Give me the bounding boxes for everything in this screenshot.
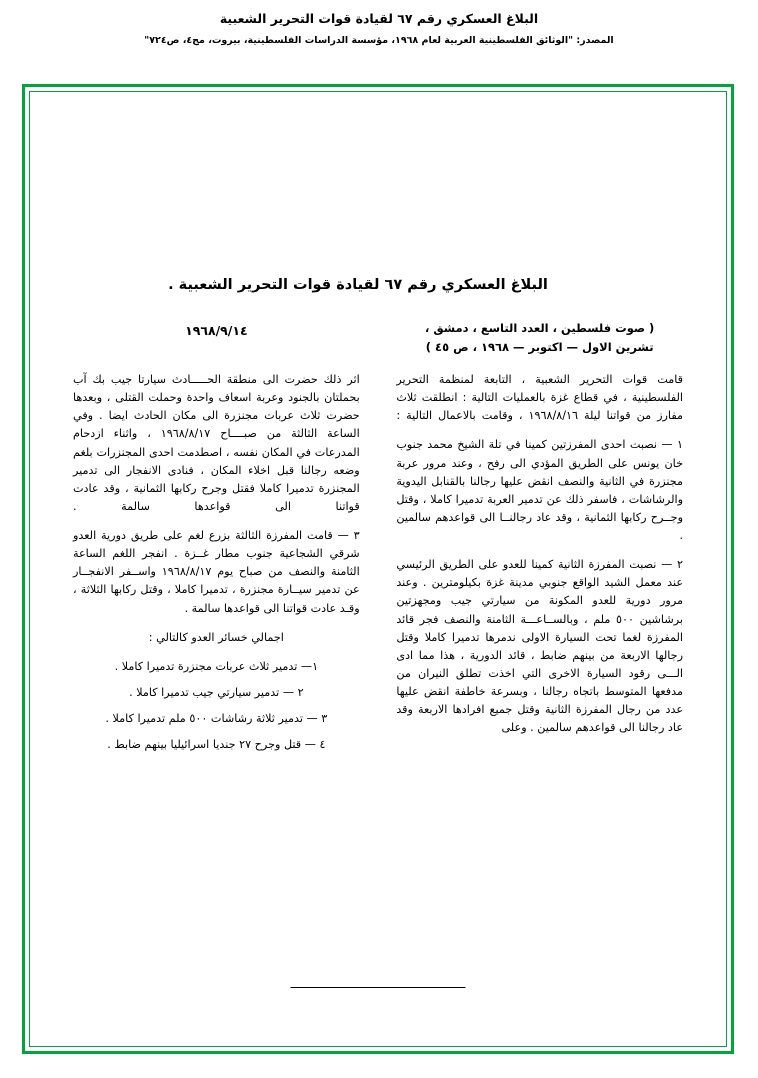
- source-reference-line-1: ( صوت فلسطين ، العدد التاسع ، دمشق ،: [425, 321, 655, 335]
- document-title: البلاغ العسكري رقم ٦٧ لقيادة قوات التحرير الشعبية: [219, 11, 539, 26]
- column-left: [73, 371, 360, 763]
- paragraph: اثر ذلك حضرت الى منطقة الحـــــادث سيارتا جيب بك آب بحملتان بالجنود وعربة اسعاف واحدة وحملت القتلى ، وبعدها حضرت ثلاث عربات مجنزرة الى مكان الحادث ايضا . وفي الساعة الثالثة من صبــــاح ١٩٦٨/٨/١٧ ، واثناء ازدحام المدرعات في المكان نفسه ، اصطدمت احدى المجنزرات بلغم وضعه رجالنا قبل اخلاء المكان ، فنادى الانفجار الى تدمير المجنزرة تدميرا كاملا فقتل وجرح ركابها الثمانية ، وقد عادت قواتنا الى قواعدها سالمة .: [73, 372, 360, 513]
- paragraph: ٢ — نصبت المفرزة الثانية كمينا للعدو على الطريق الرئيسي عند معمل الشيد الواقع جنوبي مدينة غزة بكيلومترين . وعند مرور دورية للعدو المكونة من سيارتي جيب ومجهزتين برشاشين ٥٠٠ ملم ، وبالســاعـــة الثامنة والنصف فجر قائد المفرزة لغما تحت السيارة الاولى ندمرها تدميرا كاملا وقتل رجالها الاربعة من بينهم ضابط ، قائد الدورية ، هذا مما ادى الـــى رقود السيارة الاخرى التي اخذت تطلق النيران من مدفعها المتوسط باتجاه رجالنا ، وبسرعة خاطفة انقض عليها عدد من رجال المفرزة الثانية وقتل جميع افرادها الاربعة وقد عاد رجالنا الى قواعدهم سالمين . وعلى: [396, 558, 683, 735]
- losses-list-item: ٢ — تدمير سيارتي جيب تدميرا كاملا .: [129, 686, 304, 700]
- document-source-citation: المصدر: "الوثائق الفلسطينية العربية لعام ١٩٦٨، مؤسسة الدراسات الفلسطينية، بيروت، مج٤، ص٧٢٤": [144, 34, 614, 46]
- article-meta-row: [73, 319, 683, 357]
- paragraph: قامت قوات التحرير الشعبية ، التابعة لمنظمة التحرير الفلسطينية ، في قطاع غزة بالعمليات التالية : انطلقت ثلاث مفارز من قواتنا ليلة ١٩٦٨/٨/١٦ ، وقامت بالاعمال التالية :: [396, 372, 683, 423]
- article-source-reference: [396, 319, 683, 357]
- paragraph: ٣ — قامت المفرزة الثالثة بزرع لغم على طريق دورية العدو شرقي الشجاعية جنوب مطار غــزة . انفجر اللغم الساعة الثامنة والنصف من صباح يوم ١٩٦٨/٨/١٧ واســفر الانفجــار عن تدمير سيــارة مجنزرة ، تدميرا كاملا ، وقتل ركابها الثلاثة ، وقـد عادت قواتنا الى قواعدها سالمة .: [73, 529, 360, 615]
- losses-list-item: ١— تدمير ثلاث عربات مجنزرة تدميرا كاملا .: [114, 659, 319, 673]
- losses-list-item: ٤ — قتل وجرح ٢٧ جنديا اسرائيليا بينهم ضابط .: [107, 738, 326, 752]
- page-border-frame: [22, 84, 734, 1054]
- article-body: [73, 277, 683, 762]
- article-title: البلاغ العسكري رقم ٦٧ لقيادة قوات التحرير الشعبية .: [168, 277, 548, 293]
- document-header: [0, 0, 758, 46]
- source-reference-line-2: تشرين الاول — اكتوبر — ١٩٦٨ ، ص ٤٥ ): [425, 339, 654, 354]
- article-columns: [73, 371, 683, 763]
- losses-list-item: ٣ — تدمير ثلاثة رشاشات ٥٠٠ ملم تدميرا كاملا .: [105, 712, 328, 726]
- column-right: [396, 371, 683, 749]
- losses-summary-heading: اجمالي خسائر العدو كالتالي :: [148, 630, 284, 644]
- section-divider-rule: [291, 987, 466, 988]
- article-date: ١٩٦٨/٩/١٤: [185, 323, 248, 338]
- paragraph: ١ — نصبت احدى المفرزتين كمينا في تلة الشيخ محمد جنوب خان يونس على الطريق المؤدي الى رفح ، وعند مرور عربة مجنزرة في الثانية والنصف انقض عليها رجالنا بالقنابل اليدوية والرشاشات ، فاسفر ذلك عن تدمير العربة تدميرا كاملا ، وقتل وجــرح ركابها الثمانية ، وقد عاد رجالنــا الى قواعدهم سالمين .: [396, 438, 683, 543]
